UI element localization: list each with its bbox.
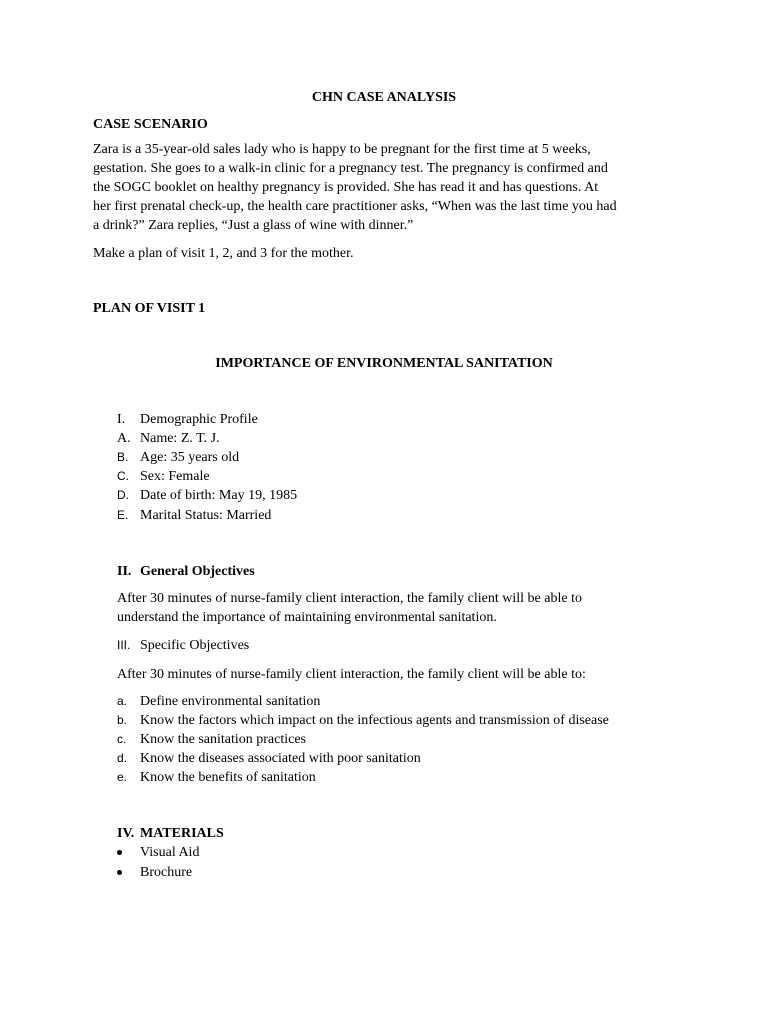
objective-line: After 30 minutes of nurse-family client interaction, the family client will be able to [117, 591, 582, 606]
list-marker: D. [117, 488, 129, 502]
case-scenario-heading: CASE SCENARIO [93, 117, 208, 132]
bullet-item: Brochure [140, 865, 193, 880]
list-item: Define environmental sanitation [140, 694, 321, 709]
list-item: Know the sanitation practices [140, 732, 307, 747]
section-marker: I. [117, 412, 126, 427]
section-label: Demographic Profile [140, 412, 258, 427]
list-marker: b. [117, 713, 128, 727]
section-label: General Objectives [140, 564, 255, 579]
case-line: the SOGC booklet on healthy pregnancy is provided. She has read it and has questions. At [93, 180, 599, 195]
case-line: a drink?” Zara replies, “Just a glass of wine with dinner.” [93, 218, 414, 233]
list-marker: C. [117, 469, 129, 483]
list-item: Name: Z. T. J. [140, 431, 220, 446]
case-line: gestation. She goes to a walk-in clinic for a pregnancy test. The pregnancy is confirmed and [93, 161, 608, 176]
bullet-icon [117, 850, 122, 855]
section-marker: II. [117, 564, 132, 579]
bullet-item: Visual Aid [140, 845, 200, 860]
objective-intro: After 30 minutes of nurse-family client interaction, the family client will be able to: [117, 667, 586, 682]
list-item: Date of birth: May 19, 1985 [140, 488, 298, 503]
list-item: Know the diseases associated with poor sanitation [140, 751, 421, 766]
list-marker: e. [117, 770, 128, 784]
list-marker: d. [117, 751, 128, 765]
instruction-text: Make a plan of visit 1, 2, and 3 for the mother. [93, 246, 354, 261]
section-label: MATERIALS [140, 826, 224, 841]
list-item: Know the benefits of sanitation [140, 770, 316, 785]
list-item: Know the factors which impact on the infectious agents and transmission of disease [140, 713, 609, 728]
section-marker: IV. [117, 826, 135, 841]
list-marker: B. [117, 450, 129, 464]
section-label: Specific Objectives [140, 638, 250, 653]
list-marker: a. [117, 694, 128, 708]
plan-of-visit-heading: PLAN OF VISIT 1 [93, 301, 206, 316]
document-title: CHN CASE ANALYSIS [311, 90, 457, 105]
list-item: Marital Status: Married [140, 508, 272, 523]
list-marker: A. [117, 431, 131, 446]
case-line: Zara is a 35-year-old sales lady who is happy to be pregnant for the first time at 5 weeks, [93, 142, 591, 157]
list-marker: c. [117, 732, 127, 746]
objective-line: understand the importance of maintaining environmental sanitation. [117, 610, 497, 625]
bullet-icon [117, 870, 122, 875]
list-item: Sex: Female [140, 469, 210, 484]
list-item: Age: 35 years old [140, 450, 240, 465]
list-marker: E. [117, 508, 129, 522]
section-marker: III. [117, 638, 131, 652]
case-line: her first prenatal check-up, the health care practitioner asks, “When was the last time you had [93, 199, 617, 214]
topic-heading: IMPORTANCE OF ENVIRONMENTAL SANITATION [215, 356, 553, 371]
